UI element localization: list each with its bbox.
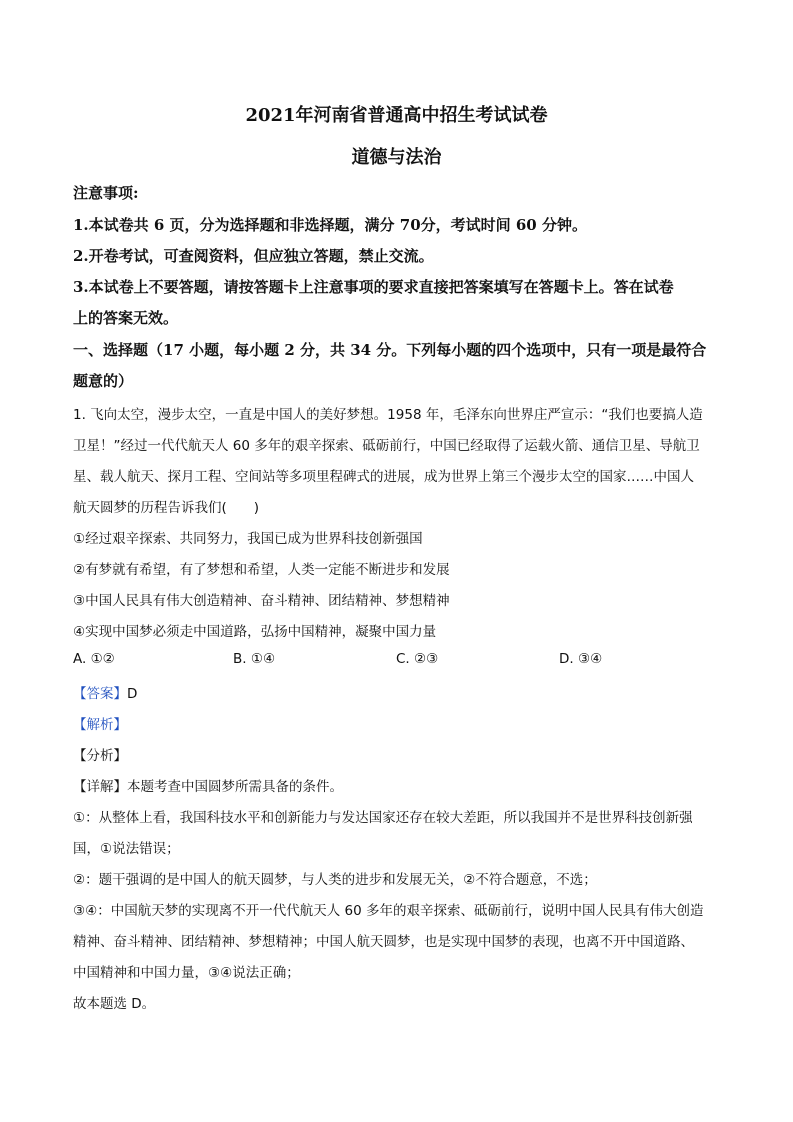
answer-label: 【答案】: [73, 686, 127, 702]
exam-subject: 道德与法治: [351, 147, 442, 168]
statement-item: ②有梦就有希望，有了梦想和希望，人类一定能不断进步和发展: [73, 562, 450, 578]
fenxi-row: [73, 744, 127, 764]
question-stem-line: 卫星！”经过一代代航天人 60 多年的艰辛探索、砥砺前行，中国已经取得了运载火箭、通信卫星、导航卫: [73, 438, 700, 454]
option-a: A. ①②: [73, 651, 115, 667]
option-b: B. ①④: [233, 651, 276, 667]
analysis-line: ②：题干强调的是中国人的航天圆梦，与人类的进步和发展无关，②不符合题意，不选；: [73, 872, 597, 888]
exam-title: 2021年河南省普通高中招生考试试卷: [245, 105, 548, 126]
option-d: D. ③④: [559, 651, 603, 667]
analysis-conclusion: 故本题选 D。: [73, 996, 156, 1012]
statement-item: ③中国人民具有伟大创造精神、奋斗精神、团结精神、梦想精神: [73, 593, 450, 609]
section-heading: 一、选择题（17 小题，每小题 2 分，共 34 分。下列每小题的四个选项中，只有一项是最符合: [73, 341, 707, 359]
xiangjie-text: 本题考查中国圆梦所需具备的条件。: [127, 779, 343, 795]
statement-item: ④实现中国梦必须走中国道路，弘扬中国精神，凝聚中国力量: [73, 624, 437, 640]
analysis-line: ③④：中国航天梦的实现离不开一代代航天人 60 多年的艰辛探索、砥砺前行，说明中国人民具有伟大创造: [73, 903, 704, 919]
analysis-line: ①：从整体上看，我国科技水平和创新能力与发达国家还存在较大差距，所以我国并不是世界科技创新强: [73, 810, 693, 826]
notice-item: 2.开卷考试，可查阅资料，但应独立答题，禁止交流。: [73, 247, 434, 265]
analysis-line: 精神、奋斗精神、团结精神、梦想精神；中国人航天圆梦，也是实现中国梦的表现，也离不开中国道路、: [73, 934, 694, 950]
notice-heading: 注意事项:: [73, 184, 139, 202]
option-c: C. ②③: [396, 651, 439, 667]
notice-item: 3.本试卷上不要答题，请按答题卡上注意事项的要求直接把答案填写在答题卡上。答在试卷: [73, 278, 674, 296]
xiangjie-label: 【详解】: [73, 779, 127, 795]
fenxi-label: 【分析】: [73, 748, 127, 764]
jiexi-row: [73, 713, 127, 733]
statement-item: ①经过艰辛探索、共同努力，我国已成为世界科技创新强国: [73, 531, 423, 547]
jiexi-label: 【解析】: [73, 717, 127, 733]
answer-value: D: [127, 686, 138, 702]
question-stem-line: 1. 飞向太空，漫步太空，一直是中国人的美好梦想。1958 年，毛泽东向世界庄严宣示：“我们也要搞人造: [73, 407, 703, 423]
question-stem-line: 星、载人航天、探月工程、空间站等多项里程碑式的进展，成为世界上第三个漫步太空的国家……中国人: [73, 469, 694, 485]
analysis-line: 国，①说法错误；: [73, 841, 180, 857]
answer-row: [73, 682, 137, 702]
section-heading: 题意的）: [73, 372, 134, 390]
notice-item: 上的答案无效。: [73, 309, 179, 327]
analysis-line: 中国精神和中国力量，③④说法正确；: [73, 965, 300, 981]
notice-item: 1.本试卷共 6 页，分为选择题和非选择题，满分 70分，考试时间 60 分钟。: [73, 216, 587, 234]
xiangjie-row: [73, 775, 343, 795]
question-stem-line: 航天圆梦的历程告诉我们( ): [73, 500, 260, 516]
